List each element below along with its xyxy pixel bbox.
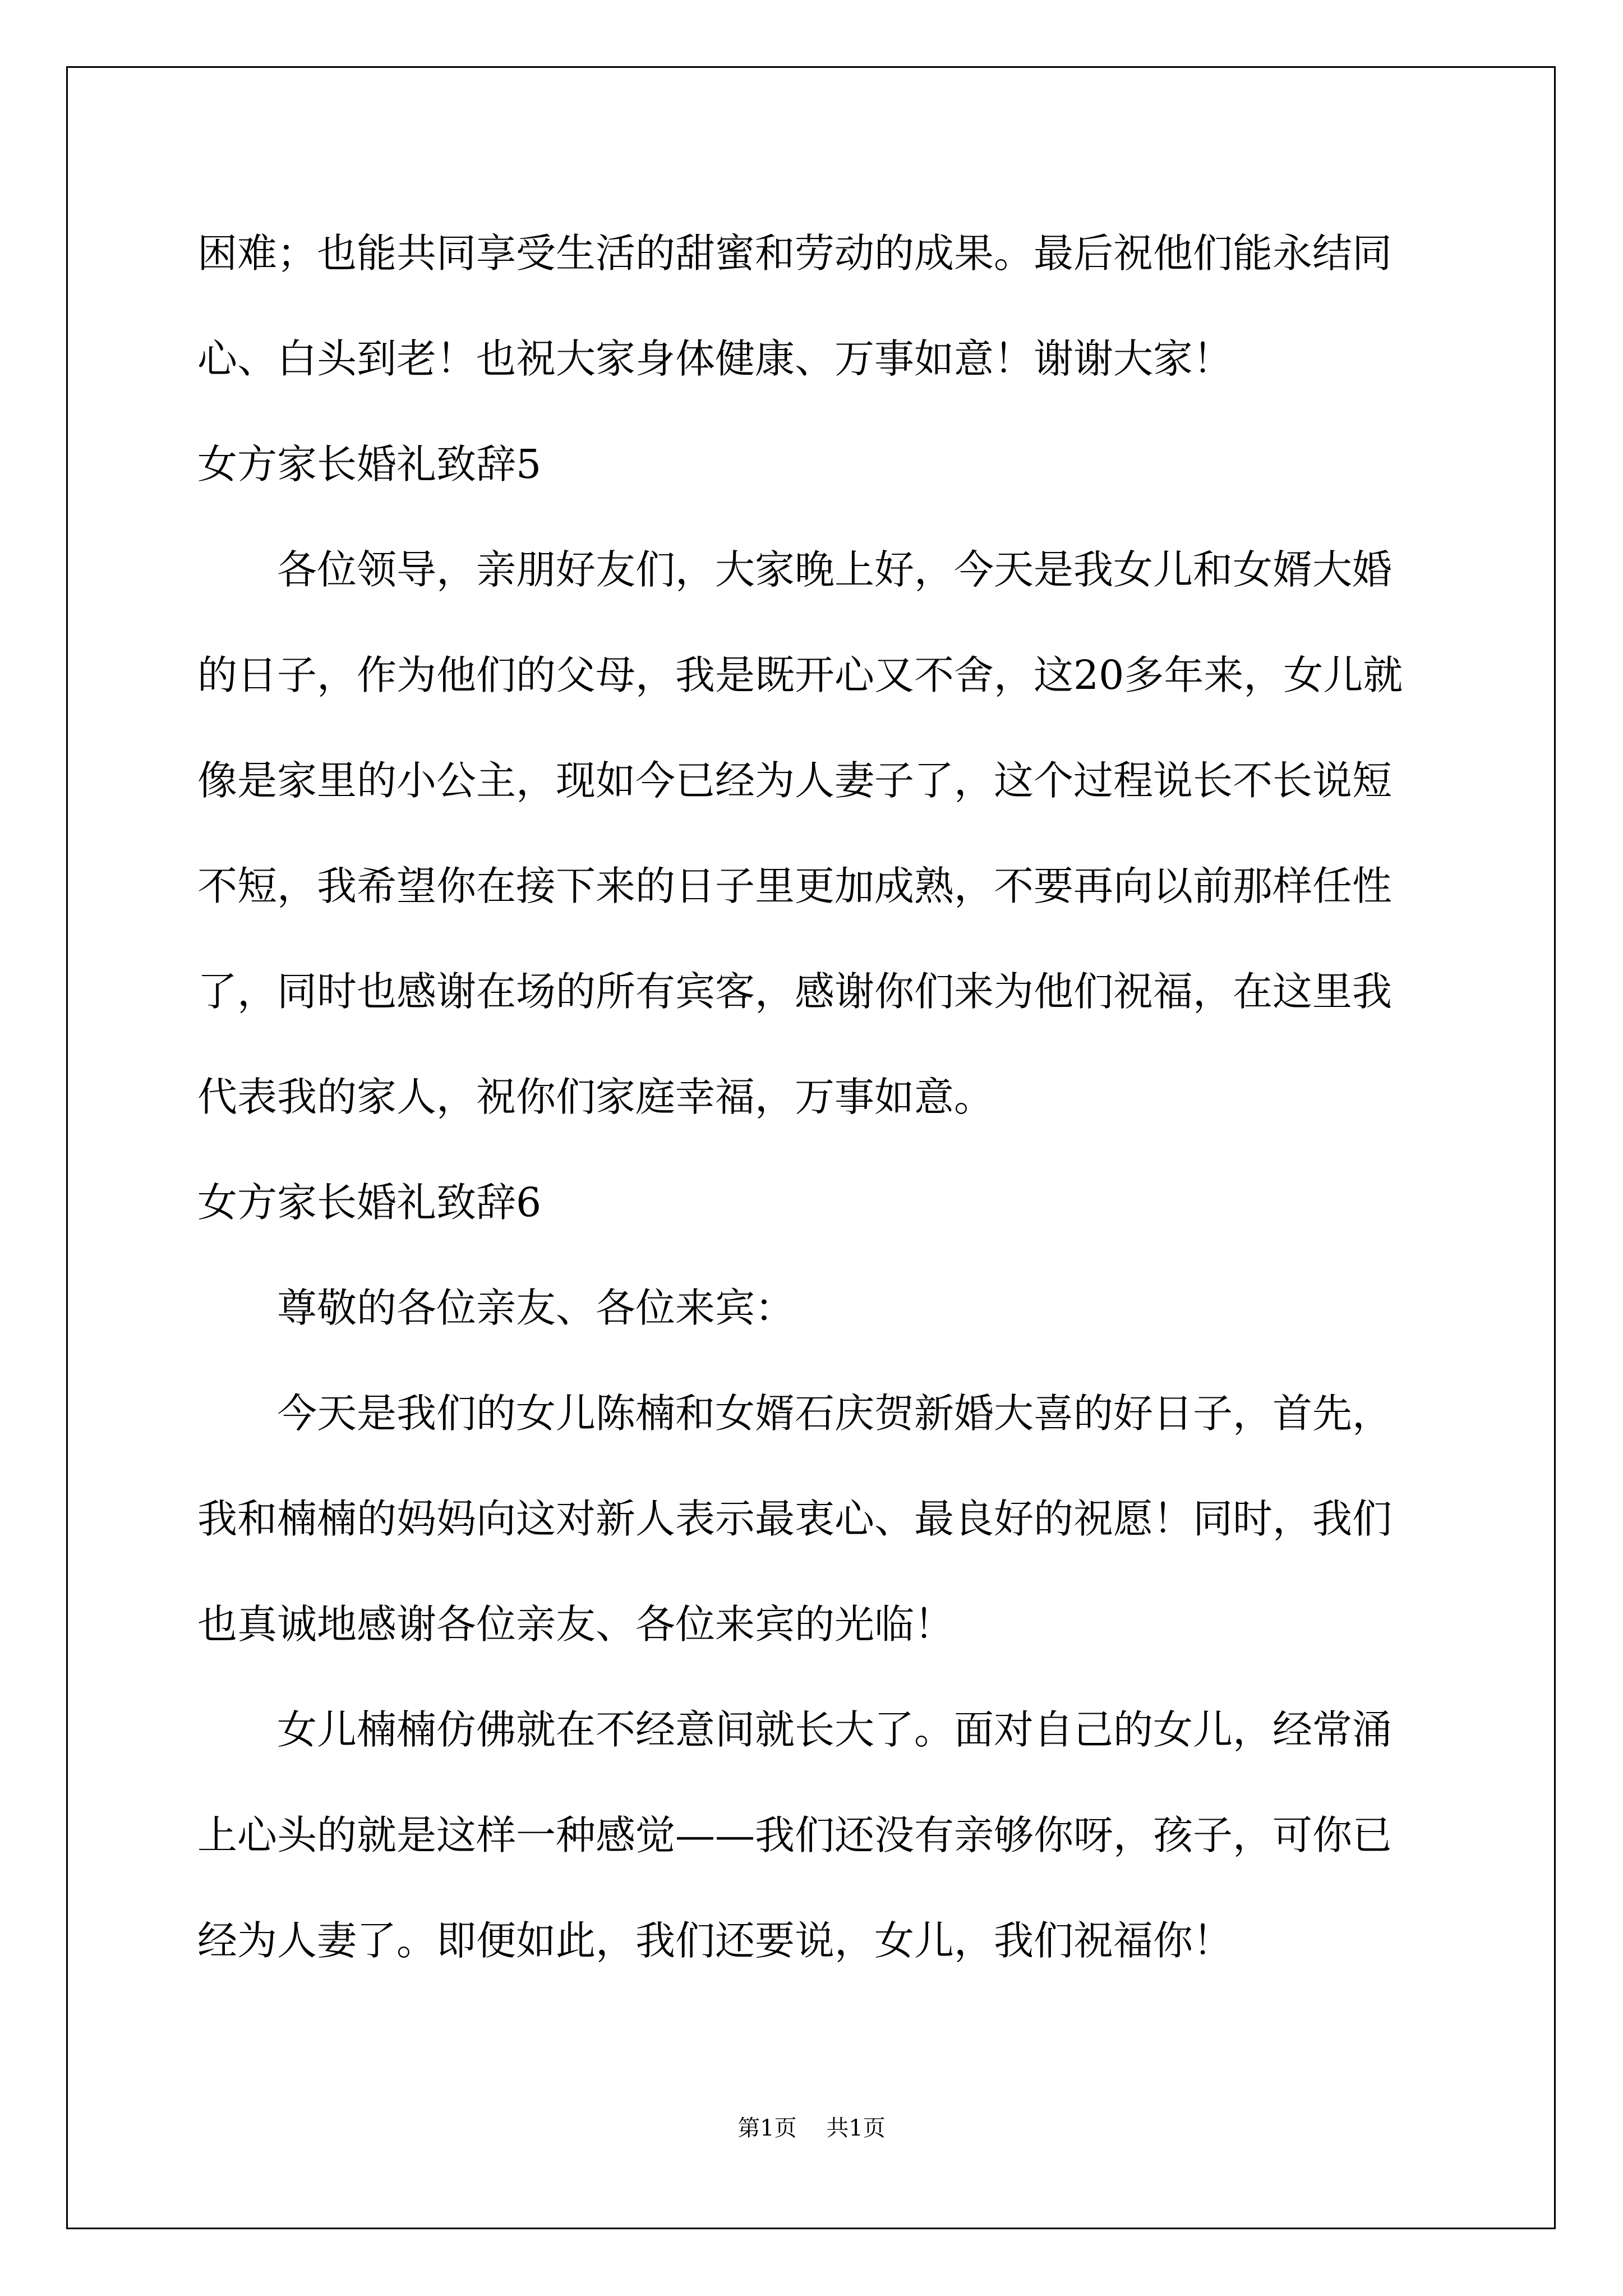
section-heading: 女方家长婚礼致辞5 xyxy=(197,441,542,487)
paragraph: 尊敬的各位亲友、各位来宾： xyxy=(277,1285,795,1331)
page-footer xyxy=(0,2110,1623,2142)
paragraph: 困难；也能共同享受生活的甜蜜和劳动的成果。最后祝他们能永结同心、白头到老！也祝大家身体健康、万事如意！谢谢大家！ xyxy=(197,230,1393,382)
page-total: 共1页 xyxy=(826,2115,886,2141)
section-heading: 女方家长婚礼致辞6 xyxy=(197,1179,542,1226)
page-number: 第1页 xyxy=(737,2115,797,2141)
paragraph: 今天是我们的女儿陈楠和女婿石庆贺新婚大喜的好日子，首先，我和楠楠的妈妈向这对新人表示最衷心、最良好的祝愿！同时，我们也真诚地感谢各位亲友、各位来宾的光临！ xyxy=(197,1390,1393,1648)
paragraph: 各位领导，亲朋好友们，大家晚上好，今天是我女儿和女婿大婚的日子，作为他们的父母，我是既开心又不舍，这20多年来，女儿就像是家里的小公主，现如今已经为人妻子了，这个过程说长不长说短不短，我希望你在接下来的日子里更加成熟，不要再向以前那样任性了，同时也感谢在场的所有宾客，感谢你们来为他们祝福，在这里我代表我的家人，祝你们家庭幸福，万事如意。 xyxy=(197,546,1403,1120)
document-body xyxy=(197,201,1426,1994)
paragraph: 女儿楠楠仿佛就在不经意间就长大了。面对自己的女儿，经常涌上心头的就是这样一种感觉——我们还没有亲够你呀，孩子，可你已经为人妻了。即便如此，我们还要说，女儿，我们祝福你！ xyxy=(197,1706,1393,1964)
